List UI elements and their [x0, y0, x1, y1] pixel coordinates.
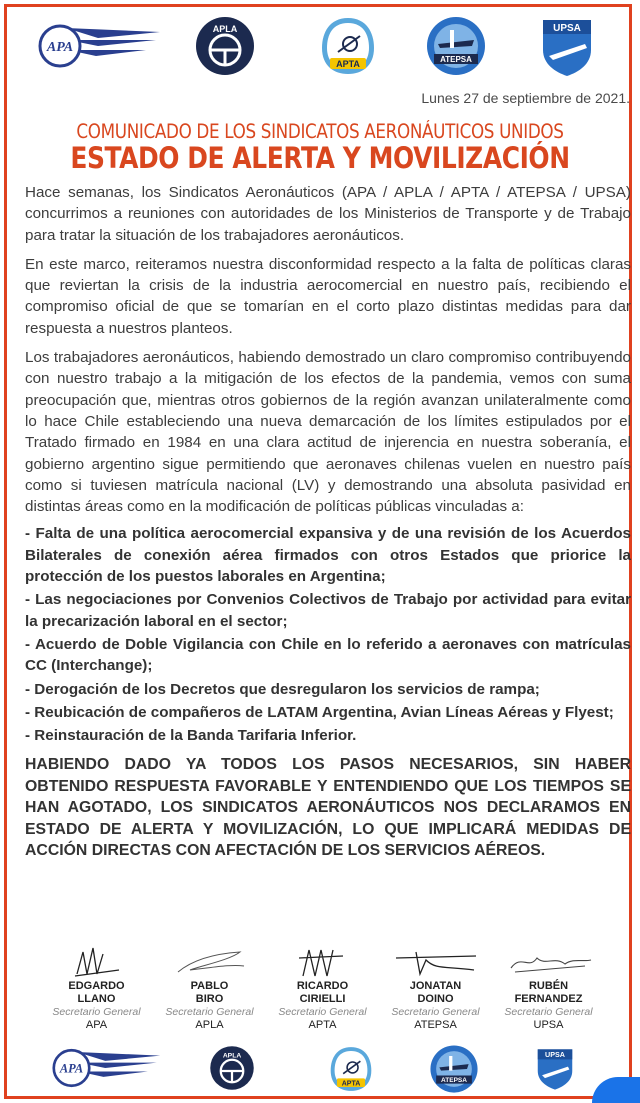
- atepsa-logo: [428, 1038, 498, 1102]
- svg-text:APTA: APTA: [341, 1080, 361, 1088]
- apla-logo: [193, 14, 263, 78]
- document-body: [25, 182, 631, 862]
- signatory-upsa: RUBÉN FERNANDEZ Secretario General UPSA: [492, 940, 605, 1038]
- document-date: Lunes 27 de septiembre de 2021.: [421, 90, 630, 106]
- document-subtitle: COMUNICADO DE LOS SINDICATOS AERONÁUTICOS UNIDOS: [76, 120, 564, 143]
- list-item: - Las negociaciones por Convenios Colectivos de Trabajo por actividad para evitar la precarización laboral en el sector;: [25, 591, 631, 630]
- list-item: - Derogación de los Decretos que desregularon los servicios de rampa;: [25, 680, 540, 698]
- atepsa-logo: [424, 14, 494, 78]
- svg-text:APTA: APTA: [336, 59, 360, 69]
- svg-text:ATEPSA: ATEPSA: [441, 1077, 467, 1084]
- signatory-atepsa: JONATAN DOINO Secretario General ATEPSA: [379, 940, 492, 1038]
- apa-logo: [52, 1038, 162, 1102]
- signatures: [40, 940, 606, 1038]
- list-item: - Falta de una política aerocomercial expansiva y de una revisión de los Acuerdos Bilaterales de conexión aérea firmados con otros Estados que priorice la protección de los puestos laborales en Argentina;: [25, 525, 631, 586]
- paragraph: Hace semanas, los Sindicatos Aeronáuticos (APA / APLA / APTA / ATEPSA / UPSA) concurrimos a reuniones con autoridades de los Ministerios de Transporte y de Trabajo para tratar la situación de los trabajadores aeronáuticos.: [25, 184, 631, 244]
- svg-text:APA: APA: [46, 40, 74, 55]
- apta-logo: [326, 1038, 396, 1102]
- signature-mark: [386, 940, 486, 980]
- svg-text:UPSA: UPSA: [553, 23, 581, 34]
- paragraph: En este marco, reiteramos nuestra disconformidad respecto a la falta de políticas claras que reviertan la crisis de la industria aerocomercial en nuestro país, recibiendo el compromiso oficial de que se tomarían en el corto plazo distintas medidas para dar respuesta a nuestros planteos.: [25, 255, 631, 337]
- signature-mark: [273, 940, 373, 980]
- svg-text:APA: APA: [59, 1061, 84, 1076]
- paragraph: Los trabajadores aeronáuticos, habiendo demostrado un claro compromiso contribuyendo con nuestro trabajo a la mitigación de los efectos de la pandemia, vemos con suma preocupación que, mientras otros gobiernos de la región avanzan unilateralmente como lo hace Chile estableciendo una nueva demarcación de los límites estipulados por el Tratado firmado en 1984 en una clara actitud de injerencia en nuestra soberanía, el gobierno argentino sigue permitiendo que aeronaves chilenas vuelen en nuestro país como si tuviesen matrícula nacional (LV) y demostrando una absoluta pasividad en distintas áreas como en la modificación de políticas públicas vinculadas a:: [25, 349, 631, 516]
- list-item: - Acuerdo de Doble Vigilancia con Chile en lo referido a aeronaves con matrículas CC (Interchange);: [25, 635, 631, 675]
- list-item: - Reinstauración de la Banda Tarifaria Inferior.: [25, 727, 357, 745]
- apla-logo: [208, 1038, 278, 1102]
- document-title: ESTADO DE ALERTA Y MOVILIZACIÓN: [70, 141, 570, 175]
- signature-mark: [160, 940, 260, 980]
- signature-mark: [47, 940, 147, 980]
- signatory-apta: RICARDO CIRIELLI Secretario General APTA: [266, 940, 379, 1038]
- header-logos: [0, 14, 640, 78]
- svg-text:APLA: APLA: [212, 24, 238, 34]
- upsa-logo: [532, 1038, 602, 1102]
- demands-list: [25, 523, 631, 746]
- list-item: - Reubicación de compañeros de LATAM Argentina, Avian Líneas Aéreas y Flyest;: [25, 703, 614, 721]
- footer-logos: [0, 1038, 640, 1102]
- signatory-apla: PABLO BIRO Secretario General APLA: [153, 940, 266, 1038]
- signatory-apa: EDGARDO LLANO Secretario General APA: [40, 940, 153, 1038]
- svg-text:APLA: APLA: [222, 1052, 242, 1060]
- svg-text:ATEPSA: ATEPSA: [440, 55, 472, 64]
- svg-text:UPSA: UPSA: [545, 1051, 565, 1060]
- closing-statement: HABIENDO DADO YA TODOS LOS PASOS NECESARIOS, SIN HABER OBTENIDO RESPUESTA FAVORABLE Y ENTENDIENDO QUE LOS TIEMPOS SE HAN AGOTADO, LOS SINDICATOS AERONÁUTICOS NOS DECLARAMOS EN ESTADO DE ALERTA Y MOVILIZACIÓN, LO QUE IMPLICARÁ MEDIDAS DE ACCIÓN DIRECTAS CON AFECTACIÓN DE LOS SERVICIOS AÉREOS.: [25, 756, 631, 860]
- upsa-logo: [535, 14, 605, 78]
- apta-logo: [316, 14, 386, 78]
- signature-mark: [499, 940, 599, 980]
- apa-logo: [38, 14, 162, 78]
